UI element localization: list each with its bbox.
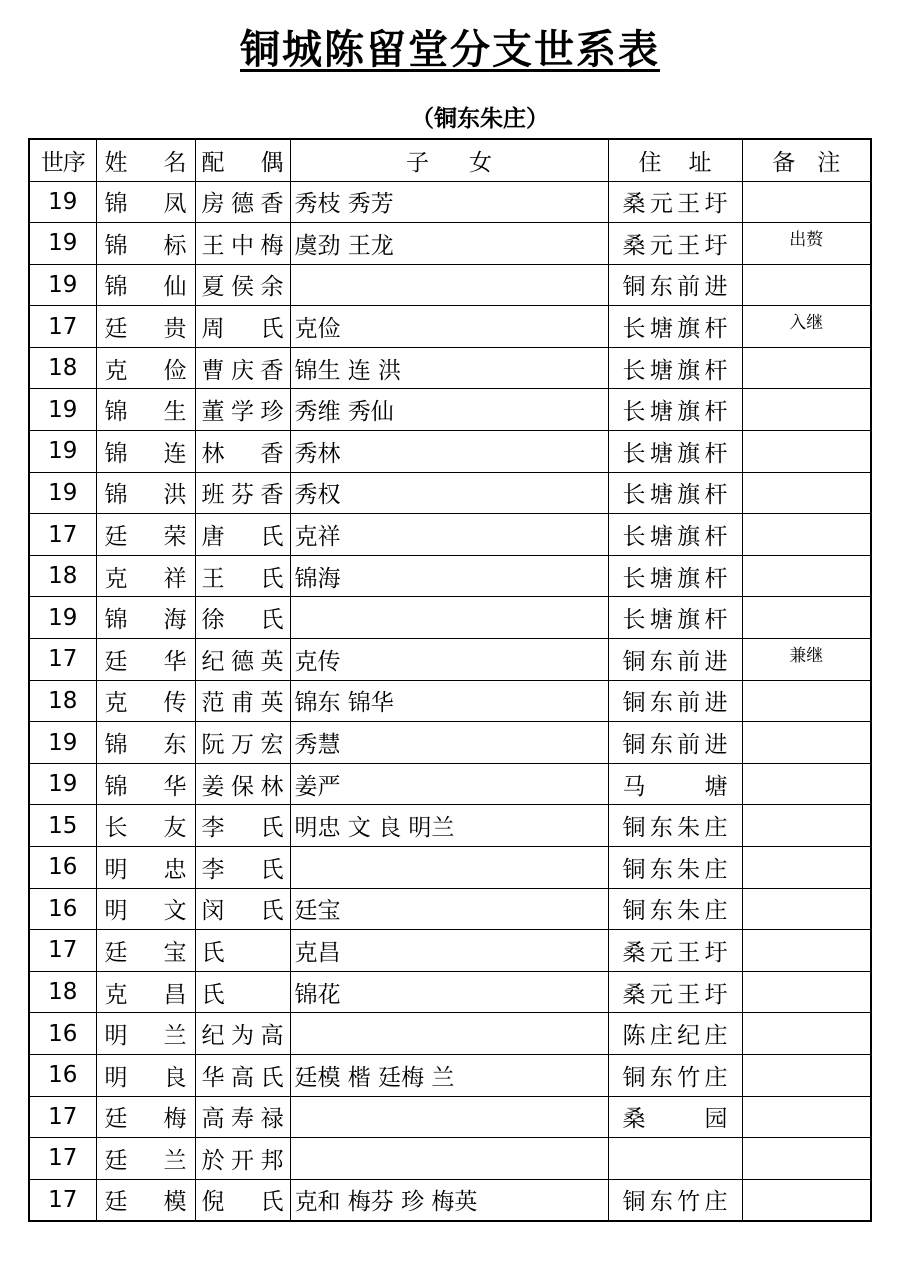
table-row (29, 722, 871, 764)
table-row (29, 930, 871, 972)
cell-spouse: 范甫英 (195, 680, 290, 722)
cell-name: 明兰 (96, 1013, 195, 1055)
cell-generation: 16 (29, 1013, 96, 1055)
cell-address: 长塘旗杆 (608, 347, 742, 389)
document-subtitle: （铜东朱庄） (411, 106, 549, 132)
cell-note (742, 1096, 871, 1138)
cell-note (742, 680, 871, 722)
table-row (29, 680, 871, 722)
table-row (29, 181, 871, 223)
table-row (29, 847, 871, 889)
header-row (29, 139, 871, 181)
cell-address: 长塘旗杆 (608, 597, 742, 639)
header-spouse: 配偶 (195, 139, 290, 181)
cell-note (742, 763, 871, 805)
cell-address: 铜东前进 (608, 680, 742, 722)
cell-note (742, 223, 871, 265)
cell-generation: 19 (29, 181, 96, 223)
cell-note (742, 847, 871, 889)
cell-address: 长塘旗杆 (608, 555, 742, 597)
cell-name: 锦海 (96, 597, 195, 639)
note-text: 入继 (789, 313, 824, 334)
cell-address: 长塘旗杆 (608, 472, 742, 514)
cell-children: 克祥 (290, 514, 608, 556)
cell-address: 铜东竹庄 (608, 1054, 742, 1096)
header-address: 住址 (608, 139, 742, 181)
cell-note (742, 805, 871, 847)
cell-note (742, 597, 871, 639)
cell-generation: 15 (29, 805, 96, 847)
cell-children: 克俭 (290, 306, 608, 348)
cell-generation: 17 (29, 306, 96, 348)
cell-children: 锦东 锦华 (290, 680, 608, 722)
cell-note (742, 639, 871, 681)
table-row (29, 763, 871, 805)
cell-spouse: 姜保林 (195, 763, 290, 805)
cell-children (290, 1138, 608, 1180)
cell-spouse: 林香 (195, 431, 290, 473)
cell-spouse: 纪德英 (195, 639, 290, 681)
cell-note (742, 1013, 871, 1055)
cell-spouse: 班芬香 (195, 472, 290, 514)
table-row (29, 1013, 871, 1055)
cell-note (742, 389, 871, 431)
cell-note (742, 472, 871, 514)
cell-generation: 19 (29, 223, 96, 265)
cell-spouse: 徐氏 (195, 597, 290, 639)
cell-children: 锦生 连 洪 (290, 347, 608, 389)
cell-children: 秀权 (290, 472, 608, 514)
cell-note (742, 431, 871, 473)
cell-children (290, 597, 608, 639)
table-row (29, 1179, 871, 1221)
cell-address: 桑园 (608, 1096, 742, 1138)
table-body (29, 181, 871, 1221)
cell-spouse: 房德香 (195, 181, 290, 223)
cell-address: 桑元王圩 (608, 930, 742, 972)
cell-generation: 17 (29, 1096, 96, 1138)
cell-spouse: 华高氏 (195, 1054, 290, 1096)
cell-address: 马塘 (608, 763, 742, 805)
cell-children: 克和 梅芬 珍 梅英 (290, 1179, 608, 1221)
cell-note (742, 264, 871, 306)
cell-address: 铜东朱庄 (608, 888, 742, 930)
cell-address: 铜东朱庄 (608, 805, 742, 847)
cell-generation: 18 (29, 347, 96, 389)
cell-children: 明忠 文 良 明兰 (290, 805, 608, 847)
note-text: 兼继 (789, 645, 824, 666)
cell-address: 铜东竹庄 (608, 1179, 742, 1221)
genealogy-table (28, 138, 872, 1222)
table-row (29, 1054, 871, 1096)
header-children: 子女 (290, 139, 608, 181)
cell-name: 廷贵 (96, 306, 195, 348)
cell-name: 明文 (96, 888, 195, 930)
cell-address: 陈庄纪庄 (608, 1013, 742, 1055)
cell-note (742, 347, 871, 389)
table-row (29, 971, 871, 1013)
cell-name: 廷荣 (96, 514, 195, 556)
document-title (0, 18, 900, 75)
cell-children: 秀慧 (290, 722, 608, 764)
cell-address: 桑元王圩 (608, 181, 742, 223)
cell-spouse: 曹庆香 (195, 347, 290, 389)
cell-children: 廷宝 (290, 888, 608, 930)
cell-spouse: 倪氏 (195, 1179, 290, 1221)
cell-spouse: 王中梅 (195, 223, 290, 265)
cell-generation: 19 (29, 264, 96, 306)
note-text: 出赘 (789, 229, 824, 250)
cell-generation: 19 (29, 472, 96, 514)
cell-name: 克传 (96, 680, 195, 722)
cell-address: 桑元王圩 (608, 971, 742, 1013)
cell-spouse: 阮万宏 (195, 722, 290, 764)
cell-name: 廷梅 (96, 1096, 195, 1138)
cell-note (742, 722, 871, 764)
cell-address: 长塘旗杆 (608, 514, 742, 556)
table-row (29, 1096, 871, 1138)
header-generation: 世序 (29, 139, 96, 181)
cell-generation: 16 (29, 847, 96, 889)
cell-generation: 19 (29, 389, 96, 431)
cell-note (742, 555, 871, 597)
table-row (29, 1138, 871, 1180)
header-note: 备注 (742, 139, 871, 181)
cell-children (290, 264, 608, 306)
cell-spouse: 氏 (195, 930, 290, 972)
cell-generation: 19 (29, 763, 96, 805)
cell-name: 廷宝 (96, 930, 195, 972)
cell-generation: 19 (29, 597, 96, 639)
cell-spouse: 夏侯余 (195, 264, 290, 306)
cell-note (742, 1054, 871, 1096)
cell-note (742, 1179, 871, 1221)
cell-address: 铜东前进 (608, 639, 742, 681)
cell-name: 锦生 (96, 389, 195, 431)
cell-children: 秀林 (290, 431, 608, 473)
cell-spouse: 唐氏 (195, 514, 290, 556)
cell-name: 锦仙 (96, 264, 195, 306)
header-name: 姓名 (96, 139, 195, 181)
table-row (29, 431, 871, 473)
cell-address: 长塘旗杆 (608, 389, 742, 431)
cell-note (742, 181, 871, 223)
cell-children: 虞劲 王龙 (290, 223, 608, 265)
cell-spouse: 氏 (195, 971, 290, 1013)
cell-generation: 18 (29, 680, 96, 722)
table-row (29, 347, 871, 389)
cell-children (290, 847, 608, 889)
table-row (29, 223, 871, 265)
table-row (29, 805, 871, 847)
cell-name: 锦洪 (96, 472, 195, 514)
table-row (29, 264, 871, 306)
cell-name: 长友 (96, 805, 195, 847)
cell-name: 克昌 (96, 971, 195, 1013)
cell-children: 锦海 (290, 555, 608, 597)
cell-children (290, 1013, 608, 1055)
cell-children: 廷模 楷 廷梅 兰 (290, 1054, 608, 1096)
cell-name: 克俭 (96, 347, 195, 389)
cell-generation: 17 (29, 930, 96, 972)
cell-name: 锦标 (96, 223, 195, 265)
cell-children: 克传 (290, 639, 608, 681)
cell-note (742, 1138, 871, 1180)
cell-generation: 18 (29, 971, 96, 1013)
cell-address: 长塘旗杆 (608, 431, 742, 473)
cell-note (742, 888, 871, 930)
cell-generation: 19 (29, 431, 96, 473)
cell-generation: 16 (29, 888, 96, 930)
cell-note (742, 306, 871, 348)
table-row (29, 555, 871, 597)
cell-name: 廷兰 (96, 1138, 195, 1180)
table-row (29, 888, 871, 930)
cell-address: 铜东前进 (608, 722, 742, 764)
cell-address: 铜东朱庄 (608, 847, 742, 889)
table-row (29, 389, 871, 431)
cell-generation: 18 (29, 555, 96, 597)
cell-children: 锦花 (290, 971, 608, 1013)
cell-note (742, 514, 871, 556)
cell-spouse: 於开邦 (195, 1138, 290, 1180)
cell-name: 锦连 (96, 431, 195, 473)
cell-spouse: 纪为高 (195, 1013, 290, 1055)
cell-generation: 17 (29, 639, 96, 681)
table-row (29, 514, 871, 556)
cell-address: 长塘旗杆 (608, 306, 742, 348)
cell-children: 姜严 (290, 763, 608, 805)
cell-name: 廷模 (96, 1179, 195, 1221)
cell-spouse: 王氏 (195, 555, 290, 597)
cell-children: 秀枝 秀芳 (290, 181, 608, 223)
cell-address: 桑元王圩 (608, 223, 742, 265)
cell-name: 廷华 (96, 639, 195, 681)
cell-name: 锦凤 (96, 181, 195, 223)
cell-address: 铜东前进 (608, 264, 742, 306)
cell-spouse: 周氏 (195, 306, 290, 348)
cell-spouse: 李氏 (195, 847, 290, 889)
cell-generation: 17 (29, 1179, 96, 1221)
cell-note (742, 930, 871, 972)
cell-spouse: 李氏 (195, 805, 290, 847)
cell-children (290, 1096, 608, 1138)
cell-name: 锦东 (96, 722, 195, 764)
cell-generation: 16 (29, 1054, 96, 1096)
cell-name: 明良 (96, 1054, 195, 1096)
cell-name: 克祥 (96, 555, 195, 597)
cell-spouse: 董学珍 (195, 389, 290, 431)
cell-children: 秀维 秀仙 (290, 389, 608, 431)
cell-name: 明忠 (96, 847, 195, 889)
cell-generation: 19 (29, 722, 96, 764)
table-row (29, 597, 871, 639)
cell-generation: 17 (29, 514, 96, 556)
cell-generation: 17 (29, 1138, 96, 1180)
table-row (29, 472, 871, 514)
table-row (29, 306, 871, 348)
table-row (29, 639, 871, 681)
cell-name: 锦华 (96, 763, 195, 805)
cell-note (742, 971, 871, 1013)
cell-address (608, 1138, 742, 1180)
cell-children: 克昌 (290, 930, 608, 972)
title-text: 铜城陈留堂分支世系表 (240, 27, 660, 73)
cell-spouse: 高寿禄 (195, 1096, 290, 1138)
cell-spouse: 闵氏 (195, 888, 290, 930)
